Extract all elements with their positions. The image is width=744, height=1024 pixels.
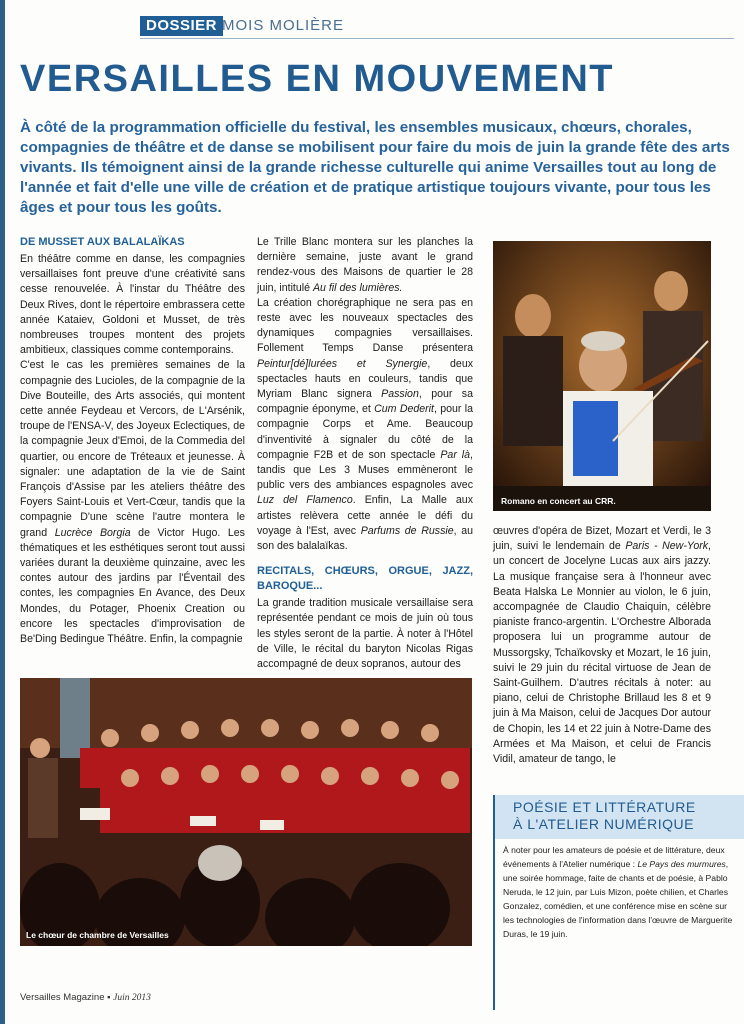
violinist-illustration: [493, 241, 711, 511]
page-edge: [0, 0, 5, 1024]
sidebar-heading: [495, 795, 744, 839]
work-title: Luz del Flamenco: [257, 494, 353, 507]
work-title: Au fil des lumières.: [312, 281, 403, 294]
paragraph: La grande tradition musicale versaillaise sera représentée pendant ce mois de juin où tous les styles seront de la partie. À noter à l'Hôtel de Ville, le récital du baryton Nicolas Rigas accompagné de deux sopranos, autour des: [257, 597, 473, 671]
photo-choir: [20, 678, 472, 946]
work-title: Par là: [440, 448, 471, 461]
work-title: Cum Dederit: [374, 403, 434, 416]
sidebar-box: [493, 795, 744, 1010]
column-2: [257, 235, 473, 672]
choir-illustration: [20, 678, 472, 946]
paragraph: [20, 358, 245, 647]
column-3: [493, 524, 711, 767]
text: , un concert de Jocelyne Lucas aux airs jazzy. La musique française sera à l'honneur avec Beata Halska Le Monnier au violon, le 6 juin, accompagnée de Claudio Chaiquin, célèbre pianiste franco-argentin. L'Orchestre Alborada proposera lui un programme autour de Mussorgsky, Tchaïkovsky et Mozart, le 16 juin, suivi le 29 juin du récital virtuose de Jean de Saint-Guilhem. D'autres récitals à noter: au piano, celui de Christophe Brillaud les 8 et 9 juin à Ma Maison, celui de Jacques Dor autour de Chopin, les 14 et 22 juin à Notre-Dame des Armées et Ma Maison, et celui de Francis Vidil, amateur de tango, le: [493, 540, 711, 766]
work-title: Le Pays des murmures: [637, 859, 726, 869]
column-1: [20, 235, 245, 647]
section-heading-musset: DE MUSSET AUX BALALAÏKAS: [20, 236, 185, 248]
text: C'est le cas les premières semaines de la compagnie des Lucioles, de la compagnie de la Dive Bouteille, des Arts associés, qui montent cette année Feydeau et Vercors, de L'Arsénik, troupe de l'ENSA-V, des Joyeux Eclectiques, de la compagnie Jeux d'Emoi, de la Commedia del quartier, ou encore de Tréteaux et jeunesse. À signaler: une adaptation de la vie de Saint François d'Assise par les ateliers théâtre des Foyers Saint-Louis et Vert-Cœur, tandis que la compagnie D'une scène l'autre montera le grand: [20, 359, 245, 539]
page-footer: Versailles Magazine ▪ Juin 2013: [20, 992, 151, 1003]
article-title: VERSAILLES EN MOUVEMENT: [20, 58, 614, 100]
text: , une soirée hommage, faite de chants et de poésie, à Pablo Neruda, le 12 juin, par Luis Mizon, poète chilien, et Charles Gonzalez, comédien, et une conférence mise en scène sur les technologies de l'information dans l'œuvre de Marguerite Duras, le 19 juin.: [503, 859, 733, 939]
work-title: Lucrèce Borgia: [54, 526, 131, 539]
text: de Victor Hugo. Les thématiques et les esthétiques seront tout aussi variées durant la deuxième quinzaine, avec les contes autour des jardins par l'Éventail des contes, les compagnies En Avance, des Deux Mondes, du Potager, Phoenix Creation ou encore les spectacles d'improvisation de Be'Ding Bedingue Théâtre. Enfin, la compagnie: [20, 526, 245, 646]
dossier-tag: DOSSIER: [140, 16, 223, 36]
paragraph: [493, 524, 711, 767]
text: Le Trille Blanc montera sur les planches la dernière semaine, juste avant le grand rendez-vous des Maisons de quartier le 28 juin, intitulé: [257, 236, 473, 294]
sidebar-title-line-1: POÉSIE ET LITTÉRATURE: [513, 799, 696, 815]
text: , deux spectacles hauts en couleurs, tandis que Myriam Blanc signera: [257, 357, 474, 401]
magazine-name: Versailles Magazine: [20, 992, 105, 1003]
work-title: Parfums de Russie: [360, 524, 454, 537]
text: . Enfin, La Malle aux artistes relèvera cette année le défi du voyage à l'Est, avec: [257, 494, 473, 537]
paragraph: En théâtre comme en danse, les compagnies versaillaises font preuve d'une créativité sans cesse renouvelée. À l'instar du Théâtre des Deux Rives, dont le répertoire embrassera cette année Kataiev, Goldoni et Musset, de très nombreuses troupes montent des projets ambitieux, classiques comme contemporains.: [20, 253, 245, 357]
text: , pour la compagnie Corps et Ame. Beaucoup d'inventivité à signaler du côté de la compagnie F2B et de son spectacle: [257, 403, 474, 461]
text: œuvres d'opéra de Bizet, Mozart et Verdi, le 3 juin, suivi le lendemain de: [493, 525, 711, 553]
work-title: Paris - New-York: [625, 540, 709, 553]
paragraph: [257, 235, 473, 296]
section-header: [0, 14, 744, 40]
section-name: MOIS MOLIÈRE: [222, 17, 345, 34]
issue-date: Juin 2013: [113, 993, 151, 1003]
sidebar-text: [503, 843, 735, 941]
text: La création chorégraphique ne sera pas en reste avec les nouveaux spectacles des dynamiques compagnies versaillaises. Follement Temps Danse présentera: [257, 296, 473, 355]
photo-caption: Le chœur de chambre de Versailles: [26, 930, 169, 940]
photo-romano: [493, 241, 711, 511]
text: , pour sa compagnie éponyme, et: [257, 388, 473, 416]
text: , au son des balalaïkas.: [257, 524, 473, 553]
section-heading-recitals: RECITALS, CHŒURS, ORGUE, JAZZ, BAROQUE...: [257, 565, 473, 593]
work-title: Passion: [381, 388, 419, 401]
work-title: Peintur[dé]lurées et Synergie: [257, 357, 428, 370]
text: À noter pour les amateurs de poésie et de littérature, deux événements à l'Atelier numérique :: [503, 845, 725, 869]
article-intro: À côté de la programmation officielle du festival, les ensembles musicaux, chœurs, chorales, compagnies de théâtre et de danse se mobilisent pour faire du mois de juin la grande fête des arts vivants. Ils témoignent ainsi de la grande richesse culturelle qui anime Versailles tout au long de l'année et fait d'elle une ville de création et de pratique artistique toujours vivante, pour tous les âges et pour tous les goûts.: [20, 119, 730, 216]
sidebar-title-line-2: À L'ATELIER NUMÉRIQUE: [513, 816, 694, 832]
paragraph: [257, 296, 473, 554]
header-rule: [140, 38, 734, 39]
text: , tandis que Les 3 Muses emmèneront le public vers des ambiances espagnoles avec: [257, 448, 473, 492]
photo-caption: Romano en concert au CRR.: [501, 496, 616, 506]
